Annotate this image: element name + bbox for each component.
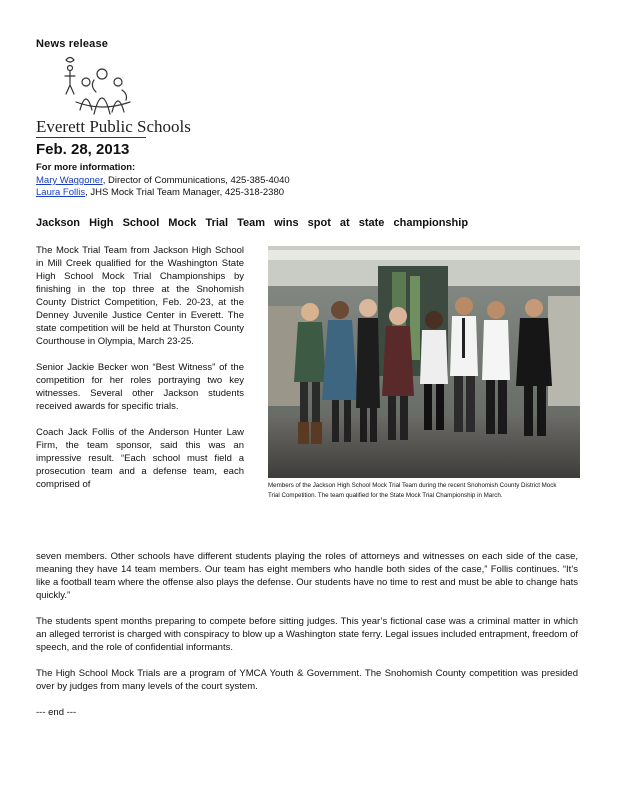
news-release-label: News release: [36, 38, 109, 50]
photo-caption: Members of the Jackson High School Mock Trial Team during the recent Snohomish County District Mock Trial Competition. The team qualified for the State Mock Trial Championship in March.: [268, 482, 557, 499]
body-full-width: [36, 550, 578, 719]
contact-details: , JHS Mock Trial Team Manager, 425-318-2380: [85, 187, 285, 198]
headline: Jackson High School Mock Trial Team wins spot at state championship: [36, 217, 469, 229]
body-paragraph-5: The High School Mock Trials are a program of YMCA Youth & Government. The Snohomish County competition was presided over by judges from many levels of the court system.: [36, 668, 578, 692]
end-marker: --- end ---: [36, 707, 77, 718]
organization-name: Everett Public Schools: [36, 117, 191, 136]
body-paragraph-3-continued: seven members. Other schools have different students playing the roles of attorneys and witnesses on each side of the case, meaning they have 14 team members. Our team has eight members who handle both sides of the case,” Follis continues. “It’s like a football team where the offense also plays the defense. Our students have no time to rest and must be able to change hats quickly.”: [36, 551, 578, 601]
more-info-label: For more information:: [36, 162, 136, 173]
everett-schools-logo: [56, 54, 136, 118]
body-paragraph-2: Senior Jackie Becker won “Best Witness” of the competition for her roles portraying two key witnesses. Several other Jackson students received awards for specific trials.: [36, 362, 244, 412]
logo-underline: [36, 137, 146, 138]
contact-link-laura-follis[interactable]: Laura Follis: [36, 187, 86, 198]
body-paragraph-4: The students spent months preparing to compete before sitting judges. This year’s fictional case was a criminal matter in which an alleged terrorist is charged with conspiracy to blow up a Washington state ferry. Legal issues included entrapment, freedom of speech, and the role of confidential informants.: [36, 616, 578, 653]
release-date: Feb. 28, 2013: [36, 141, 130, 158]
contact-line-1: [36, 175, 290, 187]
contact-line-2: [36, 187, 284, 199]
body-paragraph-1: The Mock Trial Team from Jackson High School in Mill Creek qualified for the Washington State High School Mock Trial Championships by finishing in the top three at the Snohomish County District Competition, Feb. 20-23, at the Denney Juvenile Justice Center in Everett. The state competition will be held at Thurston County Courthouse in Olympia, March 23-25.: [36, 245, 244, 347]
body-column-left: [36, 244, 244, 491]
contact-link-mary-waggoner[interactable]: Mary Waggoner: [36, 175, 103, 186]
body-paragraph-3-start: Coach Jack Follis of the Anderson Hunter Law Firm, the team sponsor, said this was an impressive result. “Each school must field a prosecution team and a defense team, each comprised of: [36, 427, 244, 490]
contact-details: , Director of Communications, 425-385-4040: [102, 175, 290, 186]
team-photo: [268, 246, 580, 478]
